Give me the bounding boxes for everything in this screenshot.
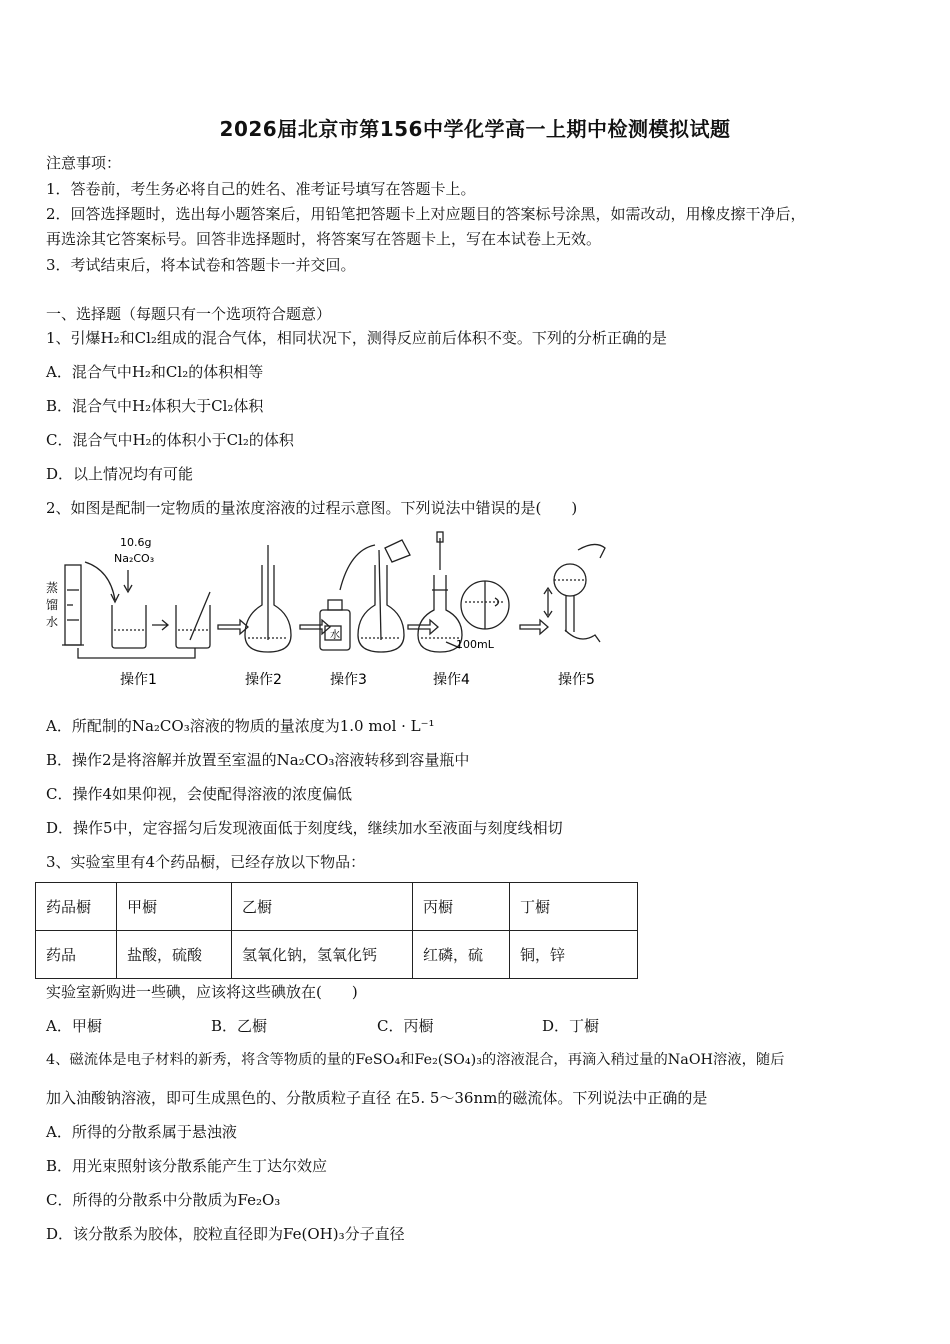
question-3-option-d: D．丁橱 — [542, 1017, 600, 1035]
step-label: 操作3 — [330, 672, 367, 688]
bottle-label: 水 — [330, 630, 340, 641]
question-4-stem: 加入油酸钠溶液，即可生成黑色的、分散质粒子直径 在5. 5～36nm的磁流体。下列说法中正确的是 — [46, 1089, 708, 1107]
question-3-question: 实验室新购进一些碘，应该将这些碘放在( ) — [46, 983, 358, 1001]
question-1-stem: 1、引爆H₂和Cl₂组成的混合气体，相同状况下，测得反应前后体积不变。下列的分析正确的是 — [46, 329, 667, 347]
question-2-option-d: D．操作5中，定容摇匀后发现液面低于刻度线，继续加水至液面与刻度线相切 — [46, 819, 563, 837]
notice-item: 3．考试结束后，将本试卷和答题卡一并交回。 — [46, 256, 356, 274]
mass-label: 10.6g — [120, 536, 152, 549]
notice-item: 2．回答选择题时，选出每小题答案后，用铅笔把答题卡上对应题目的答案标号涂黑，如需改动，用橡皮擦干净后， — [46, 205, 806, 223]
question-4-option-d: D．该分散系为胶体，胶粒直径即为Fe(OH)₃分子直径 — [46, 1225, 405, 1243]
question-1-option-c: C．混合气中H₂的体积小于Cl₂的体积 — [46, 431, 294, 449]
water-label: 蒸 — [46, 581, 59, 595]
table-row — [36, 931, 638, 979]
question-3-stem: 3、实验室里有4个药品橱，已经存放以下物品： — [46, 853, 366, 871]
table-cell: 盐酸，硫酸 — [117, 931, 232, 979]
question-4-option-c: C．所得的分散系中分散质为Fe₂O₃ — [46, 1191, 281, 1209]
step-label: 操作5 — [558, 672, 595, 688]
table-cell: 药品 — [36, 931, 117, 979]
question-1-option-b: B．混合气中H₂体积大于Cl₂体积 — [46, 397, 264, 415]
question-2-stem: 2、如图是配制一定物质的量浓度溶液的过程示意图。下列说法中错误的是( ) — [46, 499, 578, 517]
question-3-option-b: B．乙橱 — [211, 1017, 268, 1035]
question-2-option-c: C．操作4如果仰视，会使配得溶液的浓度偏低 — [46, 785, 353, 803]
table-row — [36, 883, 638, 931]
table-cell: 氢氧化钠，氢氧化钙 — [232, 931, 413, 979]
question-1-option-a: A．混合气中H₂和Cl₂的体积相等 — [46, 363, 264, 381]
table-header-cell: 药品橱 — [36, 883, 117, 931]
table-header-cell: 甲橱 — [117, 883, 232, 931]
step-label: 操作2 — [245, 672, 282, 688]
cabinet-table — [35, 882, 638, 979]
table-header-cell: 乙橱 — [232, 883, 413, 931]
question-4-stem: 4、磁流体是电子材料的新秀，将含等物质的量的FeSO₄和Fe₂(SO₄)₃的溶液混合，再滴入稍过量的NaOH溶液，随后 — [46, 1052, 785, 1068]
notice-heading: 注意事项： — [46, 154, 122, 172]
volume-label: 100mL — [456, 638, 494, 651]
question-4-option-b: B．用光束照射该分散系能产生丁达尔效应 — [46, 1157, 328, 1175]
table-cell: 红磷，硫 — [413, 931, 510, 979]
solute-label: Na₂CO₃ — [114, 552, 155, 565]
question-2-option-a: A．所配制的Na₂CO₃溶液的物质的量浓度为1.0 mol · L⁻¹ — [46, 717, 435, 735]
question-3-option-a: A．甲橱 — [46, 1017, 102, 1035]
notice-item: 1．答卷前，考生务必将自己的姓名、准考证号填写在答题卡上。 — [46, 180, 476, 198]
solution-preparation-figure — [40, 530, 620, 695]
step-label: 操作1 — [120, 672, 157, 688]
table-header-cell: 丙橱 — [413, 883, 510, 931]
notice-item: 再选涂其它答案标号。回答非选择题时，将答案写在答题卡上，写在本试卷上无效。 — [46, 230, 602, 248]
question-2-option-b: B．操作2是将溶解并放置至室温的Na₂CO₃溶液转移到容量瓶中 — [46, 751, 470, 769]
table-header-cell: 丁橱 — [510, 883, 638, 931]
section-heading: 一、选择题（每题只有一个选项符合题意） — [46, 305, 332, 323]
step-label: 操作4 — [433, 672, 470, 688]
page-title: 2026届北京市第156中学化学高一上期中检测模拟试题 — [219, 117, 731, 141]
table-cell: 铜，锌 — [510, 931, 638, 979]
question-1-option-d: D．以上情况均有可能 — [46, 465, 194, 483]
question-3-option-c: C．丙橱 — [377, 1017, 434, 1035]
question-4-option-a: A．所得的分散系属于悬浊液 — [46, 1123, 237, 1141]
water-label: 馏 — [46, 598, 59, 612]
water-label: 水 — [46, 615, 59, 629]
